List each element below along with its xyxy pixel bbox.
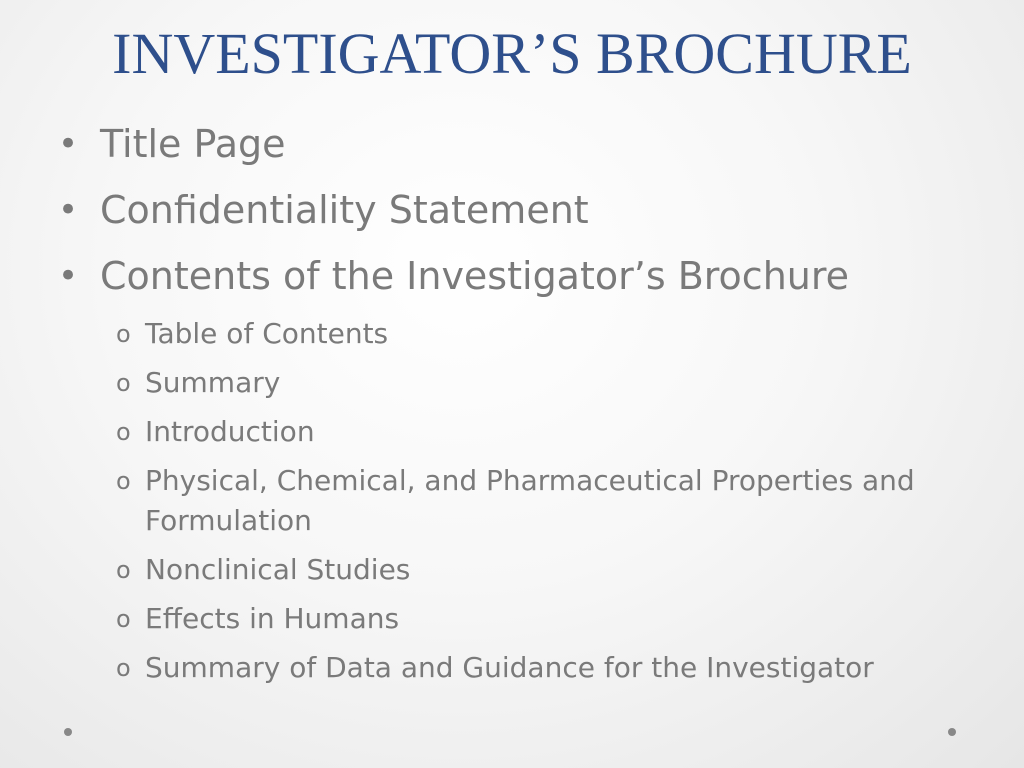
sub-bullet-item: [58, 550, 978, 590]
bullet-marker: •: [58, 256, 79, 296]
sub-bullet-text: Introduction: [145, 415, 315, 448]
sub-bullet-marker: o: [116, 369, 131, 397]
sub-bullet-marker: o: [116, 320, 131, 348]
sub-bullet-item: [58, 314, 978, 354]
sub-bullet-item: [58, 412, 978, 452]
decorative-dot-left: [64, 728, 72, 736]
bullet-text: Confidentiality Statement: [100, 188, 589, 232]
sub-bullet-item: [58, 363, 978, 403]
sub-bullet-item: [58, 599, 978, 639]
bullet-text: Contents of the Investigator’s Brochure: [100, 254, 850, 298]
bullet-item: [58, 252, 978, 300]
sub-bullet-marker: o: [116, 654, 131, 682]
sub-bullet-marker: o: [116, 605, 131, 633]
bullet-item: [58, 120, 978, 168]
decorative-dot-right: [948, 728, 956, 736]
sub-bullet-text: Effects in Humans: [145, 602, 400, 635]
bullet-marker: •: [58, 190, 79, 230]
sub-bullet-marker: o: [116, 418, 131, 446]
sub-bullet-text: Summary of Data and Guidance for the Investigator: [145, 651, 874, 684]
sub-bullet-item: [58, 648, 978, 688]
bullet-text: Title Page: [100, 122, 286, 166]
bullet-item: [58, 186, 978, 234]
bullet-marker: •: [58, 124, 79, 164]
slide-content: [58, 120, 978, 697]
slide-title: INVESTIGATOR’S BROCHURE: [112, 21, 912, 86]
sub-bullet-text: Nonclinical Studies: [145, 553, 411, 586]
sub-bullet-text: Summary: [145, 366, 281, 399]
sub-bullet-item: [58, 461, 978, 541]
sub-bullet-list: [58, 314, 978, 688]
bullet-list: [58, 120, 978, 300]
sub-bullet-marker: o: [116, 556, 131, 584]
sub-bullet-text: Table of Contents: [145, 317, 389, 350]
sub-bullet-text: Physical, Chemical, and Pharmaceutical Properties and Formulation: [145, 464, 915, 537]
sub-bullet-marker: o: [116, 467, 131, 495]
